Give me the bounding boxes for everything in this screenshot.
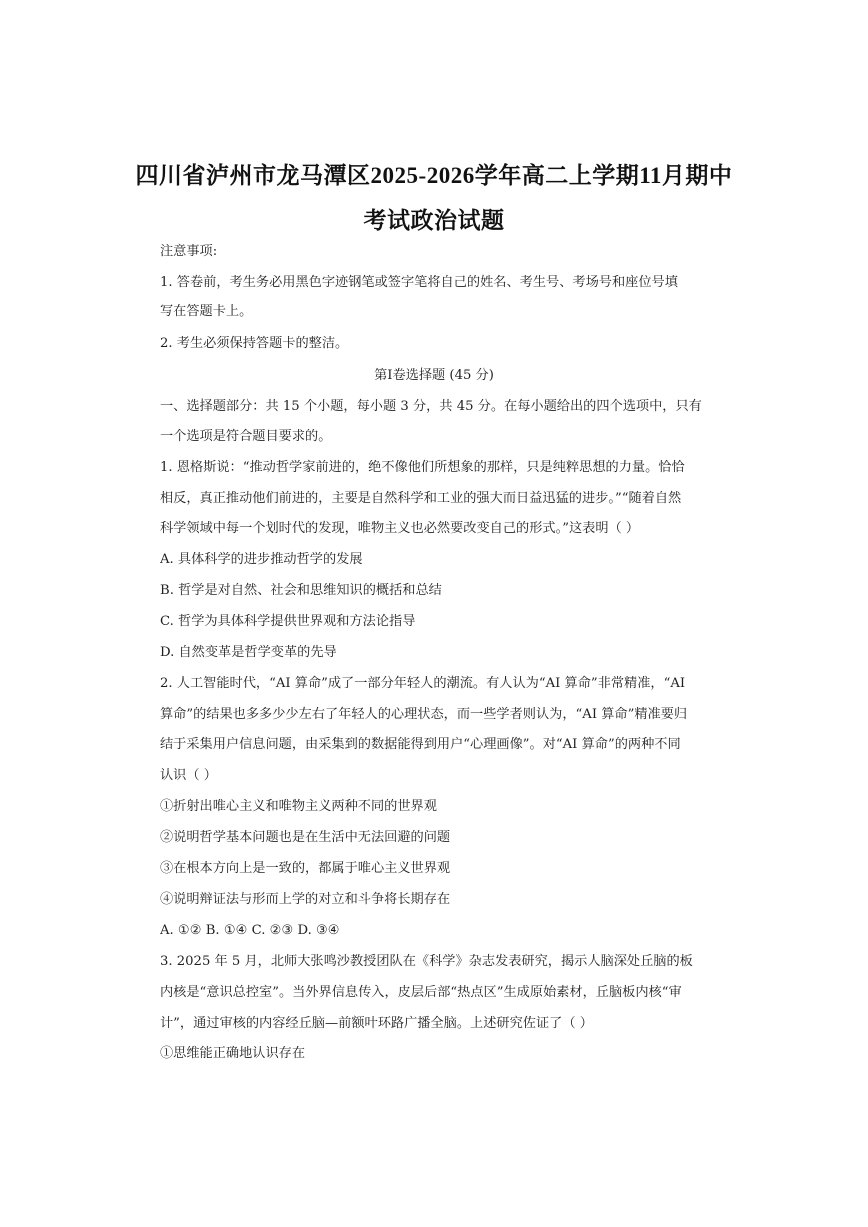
q1-stem-line-2: 相反，真正推动他们前进的，主要是自然科学和工业的强大而日益迅猛的进步。”“随着自然 xyxy=(160,491,682,506)
q2-stem-line-4: 认识（ ） xyxy=(160,768,217,783)
exam-title-line-1: 四川省泸州市龙马潭区2025-2026学年高二上学期11月期中 xyxy=(135,163,733,188)
q1-option-c: C. 哲学为具体科学提供世界观和方法论指导 xyxy=(160,614,416,629)
q1-stem-line-1: 1. 恩格斯说：“推动哲学家前进的，绝不像他们所想象的那样，只是纯粹思想的力量。恰恰 xyxy=(160,460,685,475)
q2-stem-line-1: 2. 人工智能时代，“AI 算命”成了一部分年轻人的潮流。有人认为“AI 算命”非常精准，“AI xyxy=(160,676,686,691)
q2-statement-3: ③在根本方向上是一致的，都属于唯心主义世界观 xyxy=(160,861,451,876)
q1-option-d: D. 自然变革是哲学变革的先导 xyxy=(160,645,337,660)
q3-stem-line-2: 内核是“意识总控室”。当外界信息传入，皮层后部“热点区”生成原始素材，丘脑板内核“审 xyxy=(160,985,682,1000)
section-instruction-line-2: 一个选项是符合题目要求的。 xyxy=(160,429,332,444)
q1-option-b: B. 哲学是对自然、社会和思维知识的概括和总结 xyxy=(160,583,442,598)
notice-item-1-line-1: 1. 答卷前，考生务必用黑色字迹钢笔或签字笔将自己的姓名、考生号、考场号和座位号填 xyxy=(160,275,678,290)
section-instruction-line-1: 一、选择题部分：共 15 个小题，每小题 3 分，共 45 分。在每小题给出的四个选项中，只有 xyxy=(160,399,702,414)
q3-stem-line-1: 3. 2025 年 5 月，北师大张鸣沙教授团队在《科学》杂志发表研究，揭示人脑深处丘脑的板 xyxy=(160,954,693,969)
q2-statement-4: ④说明辩证法与形而上学的对立和斗争将长期存在 xyxy=(160,892,451,907)
q3-statement-1: ①思维能正确地认识存在 xyxy=(160,1046,306,1061)
notice-item-2: 2. 考生必须保持答题卡的整洁。 xyxy=(160,336,349,351)
q2-stem-line-3: 结于采集用户信息问题，由采集到的数据能得到用户“心理画像”。对“AI 算命”的两种不同 xyxy=(160,737,681,752)
notice-heading: 注意事项: xyxy=(160,244,218,259)
q2-options: A. ①② B. ①④ C. ②③ D. ③④ xyxy=(160,923,340,938)
q2-statement-1: ①折射出唯心主义和唯物主义两种不同的世界观 xyxy=(160,799,437,814)
q3-stem-line-3: 计”，通过审核的内容经丘脑—前额叶环路广播全脑。上述研究佐证了（ ） xyxy=(160,1016,593,1031)
q2-statement-2: ②说明哲学基本问题也是在生活中无法回避的问题 xyxy=(160,830,451,845)
notice-item-1-line-2: 写在答题卡上。 xyxy=(160,304,253,319)
q1-stem-line-3: 科学领域中每一个划时代的发现，唯物主义也必然要改变自己的形式。”这表明（ ） xyxy=(160,521,640,536)
exam-title-line-2: 考试政治试题 xyxy=(363,208,505,233)
section-heading: 第Ⅰ卷选择题 (45 分) xyxy=(374,368,494,383)
q2-stem-line-2: 算命”的结果也多多少少左右了年轻人的心理状态，而一些学者则认为，“AI 算命”精准要归 xyxy=(160,707,688,722)
q1-option-a: A. 具体科学的进步推动哲学的发展 xyxy=(160,552,363,567)
